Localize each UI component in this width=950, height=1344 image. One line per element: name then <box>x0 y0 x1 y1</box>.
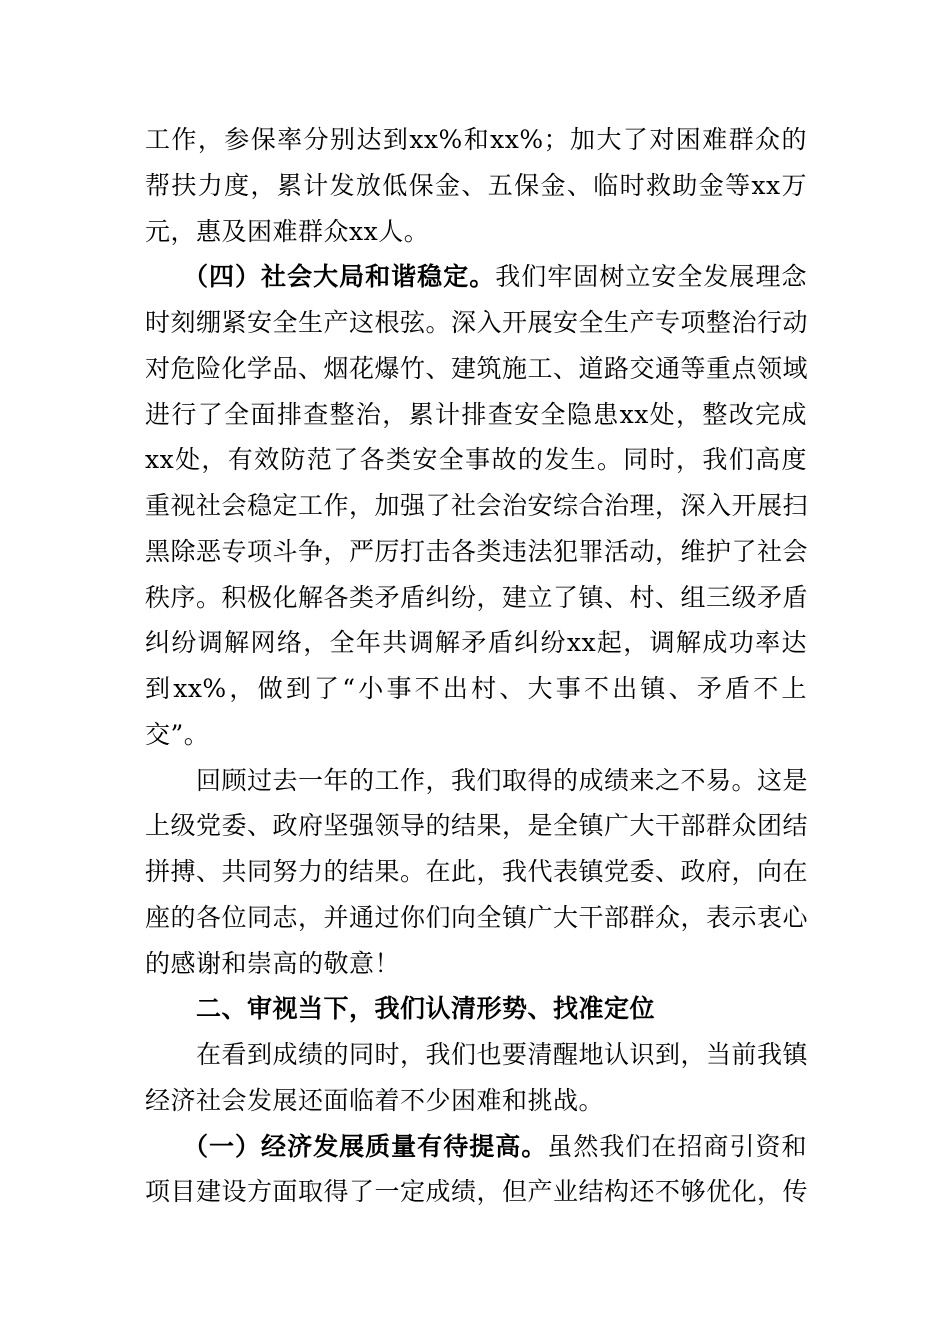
subsection-1-first-line <box>183 1131 807 1163</box>
section-4-first-line <box>183 261 807 293</box>
paragraph-line: 在看到成绩的同时，我们也要清醒地认识到，当前我镇 <box>196 1040 809 1069</box>
paragraph-line: 到xx%，做到了“小事不出村、大事不出镇、矛盾不上 <box>145 674 807 703</box>
paragraph-line: 交”。 <box>145 720 210 749</box>
subsection-1-title: （一）经济发展质量有待提高。 <box>183 1132 548 1161</box>
paragraph-line: 上级党委、政府坚强领导的结果，是全镇广大干部群众团结 <box>145 811 809 840</box>
paragraph-line: 的感谢和崇高的敬意！ <box>145 949 401 978</box>
paragraph-line: 元，惠及困难群众xx人。 <box>145 217 430 246</box>
subsection-1-first-text: 虽然我们在招商引资和 <box>547 1132 807 1161</box>
paragraph-line: xx处，有效防范了各类安全事故的发生。同时，我们高度 <box>145 445 807 474</box>
paragraph-line: 座的各位同志，并通过你们向全镇广大干部群众，表示衷心 <box>145 903 809 932</box>
paragraph-line: 拼搏、共同努力的结果。在此，我代表镇党委、政府，向在 <box>145 857 809 886</box>
section-4-title: （四）社会大局和谐稳定。 <box>183 262 496 291</box>
paragraph-line: 工作，参保率分别达到xx%和xx%；加大了对困难群众的 <box>145 125 807 154</box>
paragraph-line: 黑除恶专项斗争，严厉打击各类违法犯罪活动，维护了社会 <box>145 537 809 566</box>
paragraph-line: 纠纷调解网络，全年共调解矛盾纠纷xx起，调解成功率达 <box>145 628 807 657</box>
paragraph-line: 项目建设方面取得了一定成绩，但产业结构还不够优化，传 <box>145 1177 809 1206</box>
paragraph-line: 回顾过去一年的工作，我们取得的成绩来之不易。这是 <box>196 766 809 795</box>
paragraph-line: 经济社会发展还面临着不少困难和挑战。 <box>145 1086 605 1115</box>
paragraph-line: 时刻绷紧安全生产这根弦。深入开展安全生产专项整治行动 <box>145 308 809 337</box>
paragraph-line: 对危险化学品、烟花爆竹、建筑施工、道路交通等重点领域 <box>145 354 809 383</box>
paragraph-line: 帮扶力度，累计发放低保金、五保金、临时救助金等xx万 <box>145 171 807 200</box>
section-heading-2: 二、审视当下，我们认清形势、找准定位 <box>196 994 656 1023</box>
paragraph-line: 秩序。积极化解各类矛盾纠纷，建立了镇、村、组三级矛盾 <box>145 583 809 612</box>
paragraph-line: 进行了全面排查整治，累计排查安全隐患xx处，整改完成 <box>145 400 807 429</box>
section-4-first-text: 我们牢固树立安全发展理念 <box>495 262 807 291</box>
paragraph-line: 重视社会稳定工作，加强了社会治安综合治理，深入开展扫 <box>145 491 809 520</box>
